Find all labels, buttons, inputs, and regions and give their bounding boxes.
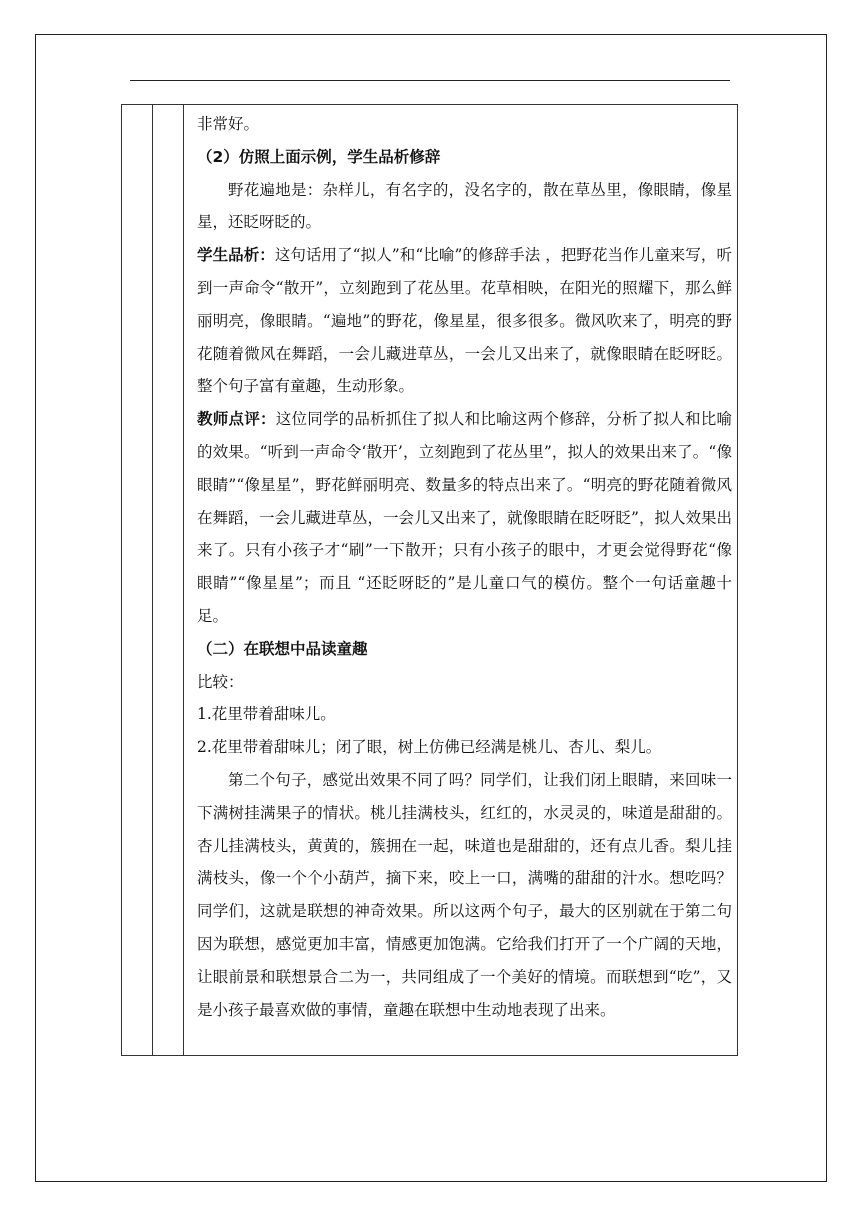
paragraph: 非常好。 bbox=[197, 115, 260, 133]
student-analysis-label: 学生品析： bbox=[197, 246, 275, 265]
compare-sentence-1: 1.花里带着甜味儿。 bbox=[197, 705, 336, 724]
table-column-divider bbox=[152, 104, 153, 1056]
section-heading: （二）在联想中品读童趣 bbox=[197, 639, 368, 658]
teacher-comment-label: 教师点评： bbox=[197, 410, 276, 429]
compare-label: 比较： bbox=[197, 672, 244, 691]
section-heading: （2）仿照上面示例，学生品析修辞 bbox=[197, 147, 441, 166]
table-column-divider bbox=[183, 104, 184, 1056]
student-analysis-text: 这句话用了“拟人”和“比喻”的修辞手法 ，把野花当作儿童来写，听到一声命令“散开”，立刻跑到了花丛里。花草相映，在阳光的照耀下，那么鲜丽明亮，像眼睛。“遍地”的野花，像星星，很多很多。微风吹来了，明亮的野花随着微风在舞蹈，一会儿藏进草丛，一会儿又出来了，就像眼睛在眨呀眨。整个句子富有童趣，生动形象。 bbox=[197, 246, 732, 396]
lesson-content bbox=[197, 108, 732, 1026]
teacher-comment-text: 这位同学的品析抓住了拟人和比喻这两个修辞，分析了拟人和比喻的效果。“听到一声命令‘散开’，立刻跑到了花丛里”，拟人的效果出来了。“像眼睛”“像星星”，野花鲜丽明亮、数量多的特点出来了。“明亮的野花随着微风在舞蹈，一会儿藏进草丛，一会儿又出来了，就像眼睛在眨呀眨”，拟人效果出来了。只有小孩子才“刷”一下散开；只有小孩子的眼中，才更会觉得野花“像眼睛”“像星星”；而且 “还眨呀眨的”是儿童口气的模仿。整个一句话童趣十足。 bbox=[197, 410, 732, 625]
paragraph: 第二个句子，感觉出效果不同了吗？同学们，让我们闭上眼睛，来回味一下满树挂满果子的情状。桃儿挂满枝头，红红的，水灵灵的，味道是甜甜的。杏儿挂满枝头，黄黄的，簇拥在一起，味道也是甜甜的，还有点儿香。梨儿挂满枝头，像一个个小葫芦，摘下来，咬上一口，满嘴的甜甜的汁水。想吃吗？同学们，这就是联想的神奇效果。所以这两个句子，最大的区别就在于第二句因为联想，感觉更加丰富，情感更加饱满。它给我们打开了一个广阔的天地，让眼前景和联想景合二为一，共同组成了一个美好的情境。而联想到“吃”，又是小孩子最喜欢做的事情，童趣在联想中生动地表现了出来。 bbox=[197, 770, 732, 1019]
student-analysis bbox=[197, 239, 732, 403]
teacher-comment bbox=[197, 403, 732, 633]
compare-sentence-2: 2.花里带着甜味儿；闭了眼，树上仿佛已经满是桃儿、杏儿、梨儿。 bbox=[197, 738, 662, 757]
header-rule bbox=[130, 80, 730, 81]
example-sentence: 野花遍地是：杂样儿，有名字的，没名字的，散在草丛里，像眼睛，像星星，还眨呀眨的。 bbox=[197, 180, 732, 232]
